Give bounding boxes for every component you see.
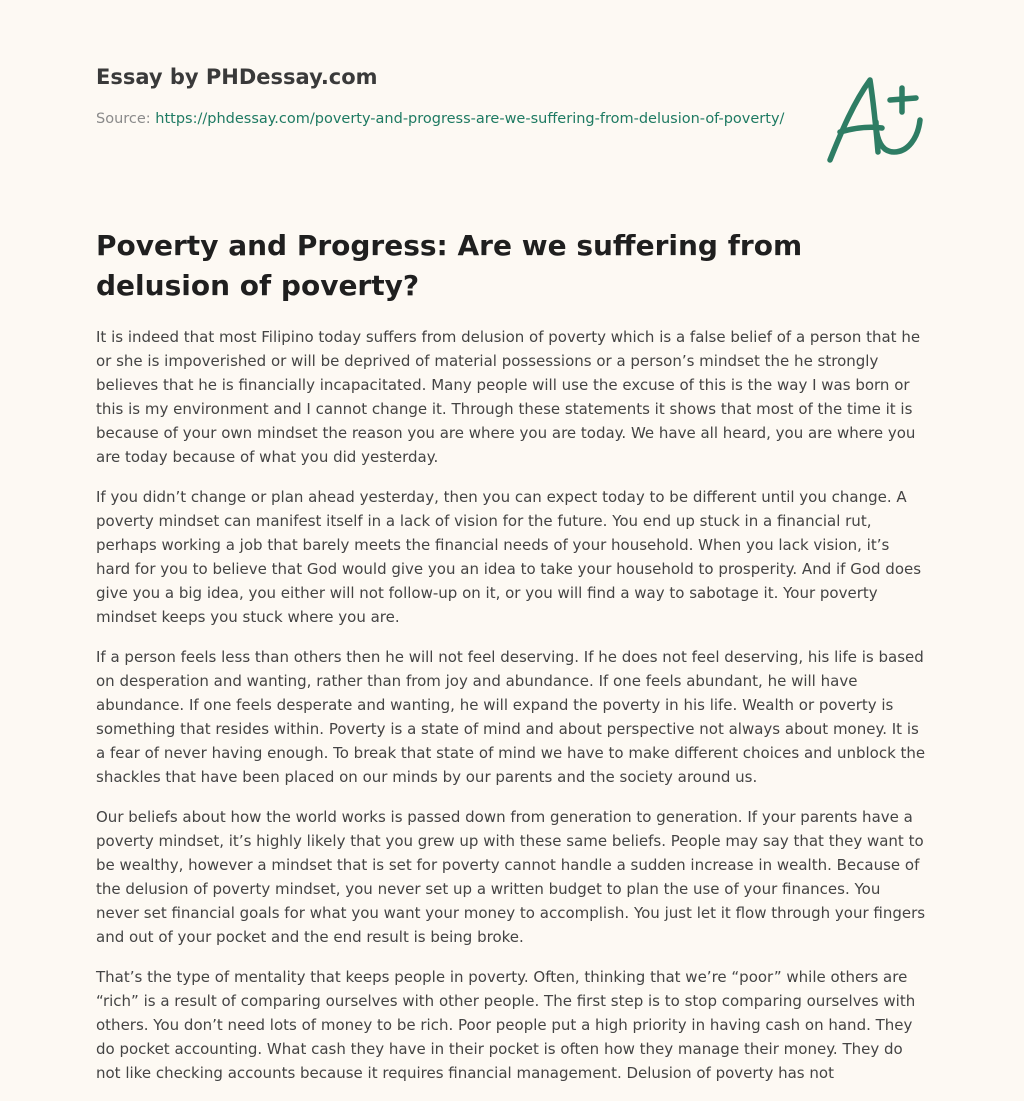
source-line (96, 108, 796, 130)
site-brand: Essay by PHDessay.com (96, 65, 378, 89)
essay-paragraph: That’s the type of mentality that keeps people in poverty. Often, thinking that we’re “poor” while others are “rich” is a result of comparing ourselves with other people. The first step is to stop comparing ourselves with others. You don’t need lots of money to be rich. Poor people put a high priority in having cash on hand. They do pocket accounting. What cash they have in their pocket is often how they manage their money. They do not like checking accounts because it requires financial management. Delusion of poverty has not (96, 968, 916, 1082)
essay-paragraph: If a person feels less than others then he will not feel deserving. If he does not feel deserving, his life is based on desperation and wanting, rather than from joy and abundance. If one feels abundant, he will have abundance. If one feels desperate and wanting, he will expand the poverty in his life. Wealth or poverty is something that resides within. Poverty is a state of mind and about perspective not always about money. It is a fear of never having enough. To break that state of mind we have to make different choices and unblock the shackles that have been placed on our minds by our parents and the society around us. (96, 648, 926, 786)
source-link[interactable]: https://phdessay.com/poverty-and-progress-are-we-suffering-from-delusion-of-poverty/ (155, 111, 785, 127)
essay-paragraph: If you didn’t change or plan ahead yesterday, then you can expect today to be different until you change. A poverty mindset can manifest itself in a lack of vision for the future. You end up stuck in a financial rut, perhaps working a job that barely meets the financial needs of your household. When you lack vision, it’s hard for you to believe that God would give you an idea to take your household to prosperity. And if God does give you a big idea, you either will not follow-up on it, or you will find a way to sabotage it. Your poverty mindset keeps you stuck where you are. (96, 488, 922, 626)
a-plus-logo-icon (818, 68, 930, 168)
essay-paragraph: It is indeed that most Filipino today suffers from delusion of poverty which is a false belief of a person that he or she is impoverished or will be deprived of material possessions or a person’s mindset the he strongly believes that he is financially incapacitated. Many people will use the excuse of this is the way I was born or this is my environment and I cannot change it. Through these statements it shows that most of the time it is because of your own mindset the reason you are where you are today. We have all heard, you are where you are today because of what you did yesterday. (96, 328, 921, 466)
essay-paragraph: Our beliefs about how the world works is passed down from generation to generation. If your parents have a poverty mindset, it’s highly likely that you grew up with these same beliefs. People may say that they want to be wealthy, however a mindset that is set for poverty cannot handle a sudden increase in wealth. Because of the delusion of poverty mindset, you never set up a written budget to plan the use of your finances. You never set financial goals for what you want your money to accomplish. You just let it flow through your fingers and out of your pocket and the end result is being broke. (96, 808, 926, 946)
page-header (96, 62, 796, 130)
source-label: Source: (96, 111, 156, 127)
essay-body (96, 325, 926, 1101)
essay-title: Poverty and Progress: Are we suffering from delusion of poverty? (96, 229, 803, 302)
